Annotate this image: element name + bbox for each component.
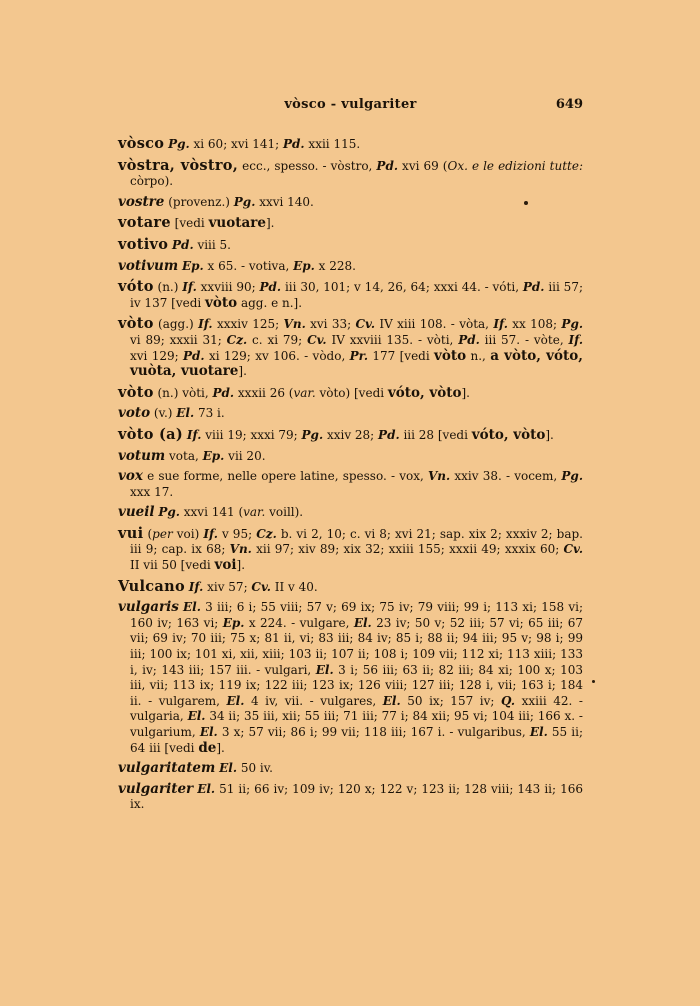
entry-text: xvi 33; [305, 317, 356, 332]
entry-text: xi 60; xvi 141; [189, 137, 284, 151]
dictionary-entry [118, 600, 583, 756]
dictionary-entry [118, 579, 583, 596]
work-abbreviation: El. [226, 693, 245, 708]
entry-text: b. vi 2, 10; c. vi 8; xvi 21; sap. xix 2; xxxiv 2; bap. iii 9; cap. ix 68; [130, 526, 583, 557]
work-abbreviation: Cv. [355, 317, 375, 332]
work-abbreviation: El. [187, 709, 206, 724]
headword: vòto [118, 315, 154, 333]
cross-reference: a vòto, vóto, vuòta, vuotare [130, 347, 583, 380]
entry-text: vi 89; xxxii 31; [130, 332, 227, 347]
work-abbreviation: Pg. [301, 427, 324, 442]
headword: votivum [118, 257, 179, 274]
headword: vulgaritatem [118, 760, 216, 777]
cross-reference: vòto [434, 347, 467, 364]
entry-text: 34 ii; 35 iii, xii; 55 iii; 71 iii; 77 i; 84 xii; 95 vi; 104 iii; 166 x. - vulgarium, [130, 709, 583, 739]
dictionary-entry [118, 158, 583, 190]
cross-reference: de [198, 739, 217, 756]
headword: Vulcano [118, 577, 185, 595]
entry-text: xxxiv 125; [212, 317, 284, 332]
dictionary-entry [118, 136, 583, 153]
work-abbreviation: Pd. [376, 158, 399, 173]
work-abbreviation: El. [199, 725, 218, 739]
work-abbreviation: Pg. [158, 505, 180, 520]
dictionary-entry [118, 761, 583, 777]
entry-text: còrpo). [130, 174, 174, 189]
work-abbreviation: Pd. [378, 427, 400, 442]
entry-text: 3 x; 57 vii; 86 i; 99 vii; 118 iii; 167 i. - vulgaribus, [217, 725, 530, 739]
entry-text: xxvi 141 ( [179, 505, 244, 520]
work-abbreviation: If. [188, 579, 204, 594]
entry-text: xvi 129; [130, 348, 184, 363]
entry-text: 50 ix; 157 iv; [400, 693, 502, 708]
entry-text: xi 129; xv 106. - vòdo, [204, 348, 350, 363]
entry-text: e sue forme, nelle opere latine, spesso. - vox, [142, 469, 428, 484]
work-abbreviation: El. [353, 615, 372, 630]
dictionary-entry [118, 782, 583, 813]
work-abbreviation: Q. [501, 693, 516, 708]
work-abbreviation: El. [219, 761, 238, 776]
dictionary-entry [118, 215, 583, 232]
entry-text: voill). [265, 505, 304, 520]
italic-note: Ox. e le edizioni tutte: [447, 158, 584, 173]
entry-text: iii 57. - vòte, [479, 332, 569, 347]
work-abbreviation: Pd. [172, 237, 194, 252]
entry-text: ]. [265, 216, 275, 231]
work-abbreviation: El. [197, 781, 216, 796]
work-abbreviation: Pd. [183, 348, 205, 363]
work-abbreviation: Vn. [229, 542, 252, 557]
headword: vòto (a) [118, 425, 184, 443]
work-abbreviation: Ep. [293, 258, 315, 273]
entry-text: vii 20. [224, 448, 266, 463]
dictionary-entry [118, 427, 583, 444]
page-number: 649 [555, 97, 583, 112]
entry-text: xxviii 90; [196, 280, 260, 295]
work-abbreviation: If. [198, 317, 213, 332]
italic-note: var. [243, 505, 266, 520]
entry-text: II v 40. [270, 579, 318, 594]
entry-text: vota, [165, 448, 203, 463]
entry-text: 50 iv. [237, 761, 273, 776]
work-abbreviation: If. [493, 317, 508, 332]
entry-text: xxxii 26 ( [234, 385, 294, 400]
work-abbreviation: If. [186, 427, 202, 442]
cross-reference: voi [214, 557, 237, 574]
headword: vulgariter [118, 780, 194, 797]
work-abbreviation: Pg. [233, 194, 256, 209]
work-abbreviation: Pd. [458, 332, 480, 347]
headword: vóto [118, 278, 154, 296]
work-abbreviation: If. [182, 280, 197, 295]
entry-text: iii 30, 101; v 14, 26, 64; xxxi 44. - vóti, [281, 280, 523, 295]
headword: vòstra, vòstro, [118, 156, 239, 174]
entry-text: xxiv 38. - vocem, [450, 469, 562, 484]
entry-text: (n.) [153, 280, 183, 295]
entry-text: ]. [545, 427, 554, 442]
headword: votivo [118, 235, 169, 253]
work-abbreviation: Ep. [222, 615, 245, 630]
entry-text: 4 iv, vii. - vulgares, [244, 693, 383, 708]
dictionary-entry [118, 279, 583, 311]
headword: votum [118, 447, 166, 464]
entry-text: IV xiii 108. - vòta, [375, 317, 494, 332]
work-abbreviation: Pd. [259, 280, 282, 295]
entry-text: xxii 115. [304, 137, 361, 151]
entry-text: voi) [172, 526, 204, 541]
dictionary-entry [118, 195, 583, 211]
work-abbreviation: Pg. [561, 317, 584, 332]
work-abbreviation: Vn. [283, 317, 306, 332]
entry-text: 51 ii; 66 iv; 109 iv; 120 x; 122 v; 123 ii; 128 viii; 143 ii; 166 ix. [130, 781, 583, 812]
work-abbreviation: Cz. [256, 526, 277, 541]
work-abbreviation: El. [315, 662, 334, 677]
dictionary-entry [118, 469, 583, 500]
entry-text: ]. [216, 740, 225, 755]
entry-text: (agg.) [153, 317, 199, 332]
entry-text: 55 ii; 64 iii [vedi [130, 725, 583, 755]
entry-text: n., [466, 348, 491, 363]
work-abbreviation: Pg. [561, 469, 583, 484]
entry-text: c. xi 79; [247, 332, 308, 347]
entry-text: v 95; [217, 526, 257, 541]
work-abbreviation: El. [176, 406, 195, 421]
cross-reference: vóto, vòto [387, 384, 462, 401]
entry-text: (v.) [150, 406, 177, 421]
dictionary-entry [118, 259, 583, 275]
entry-text: [vedi [170, 216, 209, 231]
entry-text: vòto) [vedi [315, 385, 388, 400]
dictionary-entry [118, 406, 583, 422]
headword: vòsco [118, 135, 165, 152]
dictionary-entry [118, 316, 583, 379]
headword: vulgaris [118, 599, 179, 616]
work-abbreviation: El. [382, 693, 401, 708]
entry-text: 177 [vedi [368, 348, 435, 363]
entry-text: ]. [461, 385, 470, 400]
headword: vueil [118, 504, 155, 521]
entry-text: xvi 69 ( [398, 158, 448, 173]
entry-text: iii 28 [vedi [399, 427, 472, 442]
work-abbreviation: Pd. [522, 280, 545, 295]
work-abbreviation: Pg. [168, 137, 190, 151]
entry-text: xxiv 28; [323, 427, 379, 442]
entry-text: 23 iv; 50 v; 52 iii; 57 vi; 65 iii; 67 vii; 69 iv; 70 iii; 75 x; 81 ii, vi; 83 iii; 84 iv; 85 i; 88 ii; 94 iii; 95 v; 98 i; 99 iii; 100 ix; 101 xi, xii, xiii; 103 ii; 107 ii; 108 i; 109 vii; 112 xi; 113 xiii; 133 i, iv; 143 iii; 157 iii. - vulgari, [130, 615, 583, 677]
work-abbreviation: El. [529, 725, 548, 739]
entry-text: 3 i; 56 iii; 63 ii; 82 iii; 84 xi; 100 x; 103 iii, vii; 113 ix; 119 ix; 122 iii; 123 ix; 126 viii; 127 iii; 128 i, vii; 163 i; 184 ii. - vulgarem, [130, 662, 584, 708]
dictionary-entry [118, 526, 583, 574]
work-abbreviation: Cz. [226, 332, 248, 347]
entry-text: viii 19; xxxi 79; [201, 427, 302, 442]
work-abbreviation: Cv. [307, 332, 327, 347]
work-abbreviation: Pd. [212, 385, 235, 400]
entry-text: 3 iii; 6 i; 55 viii; 57 v; 69 ix; 75 iv; 79 viii; 99 i; 113 xi; 158 vi; 160 iv; 163 vi; [130, 600, 583, 630]
work-abbreviation: Ep. [202, 448, 225, 463]
entry-text: ]. [238, 364, 247, 379]
entry-text: xiv 57; [203, 579, 252, 594]
work-abbreviation: Cv. [251, 579, 271, 594]
entry-text: (provenz.) [164, 194, 234, 209]
entry-text: xxiii 42. - vulgaria, [130, 693, 583, 724]
italic-note: per [152, 526, 173, 541]
entry-text: 73 i. [194, 406, 225, 421]
headword: vostre [118, 193, 165, 210]
work-abbreviation: Cv. [563, 542, 583, 557]
work-abbreviation: If. [568, 332, 584, 347]
entry-text: II vii 50 [vedi [130, 558, 215, 573]
entry-text: xii 97; xiv 89; xix 32; xxiii 155; xxxii 49; xxxix 60; [251, 542, 564, 557]
entry-text: xxx 17. [130, 484, 174, 499]
entry-text: IV xxviii 135. - vòti, [326, 332, 459, 347]
running-title: vòsco - vulgariter [284, 97, 417, 112]
dictionary-entry [118, 449, 583, 465]
entry-text: x 228. [314, 258, 356, 273]
cross-reference: vóto, vòto [471, 426, 546, 443]
entry-text: (n.) vòti, [153, 385, 213, 400]
headword: voto [118, 405, 151, 422]
entry-text: viii 5. [193, 237, 231, 252]
cross-reference: vuotare [208, 215, 266, 232]
entry-text: ]. [236, 558, 246, 573]
entry-text: ecc., spesso. - vòstro, [238, 158, 377, 173]
headword: votare [118, 214, 171, 232]
running-header [118, 97, 583, 119]
dictionary-entry [118, 237, 583, 254]
dictionary-entry [118, 385, 583, 402]
work-abbreviation: Pd. [283, 137, 305, 151]
italic-note: var. [293, 385, 316, 400]
entry-text: iii 57; iv 137 [vedi [130, 280, 583, 310]
work-abbreviation: Pr. [349, 348, 369, 363]
margin-mark [524, 201, 528, 205]
entry-text: x 224. - vulgare, [244, 615, 354, 630]
entry-text: xxvi 140. [255, 194, 314, 209]
entry-text: x 65. - votiva, [203, 258, 294, 273]
entry-text: ( [143, 526, 153, 541]
work-abbreviation: Vn. [427, 469, 451, 484]
work-abbreviation: El. [183, 600, 201, 615]
dictionary-entries [118, 136, 583, 818]
work-abbreviation: Ep. [182, 258, 204, 273]
dictionary-entry [118, 505, 583, 521]
cross-reference: vòto [205, 294, 238, 311]
headword: vui [118, 524, 144, 542]
work-abbreviation: If. [203, 526, 218, 541]
headword: vox [118, 468, 143, 485]
headword: vòto [118, 383, 154, 401]
entry-text: xx 108; [507, 317, 562, 332]
margin-mark [592, 680, 595, 683]
entry-text: agg. e n.]. [237, 295, 303, 310]
